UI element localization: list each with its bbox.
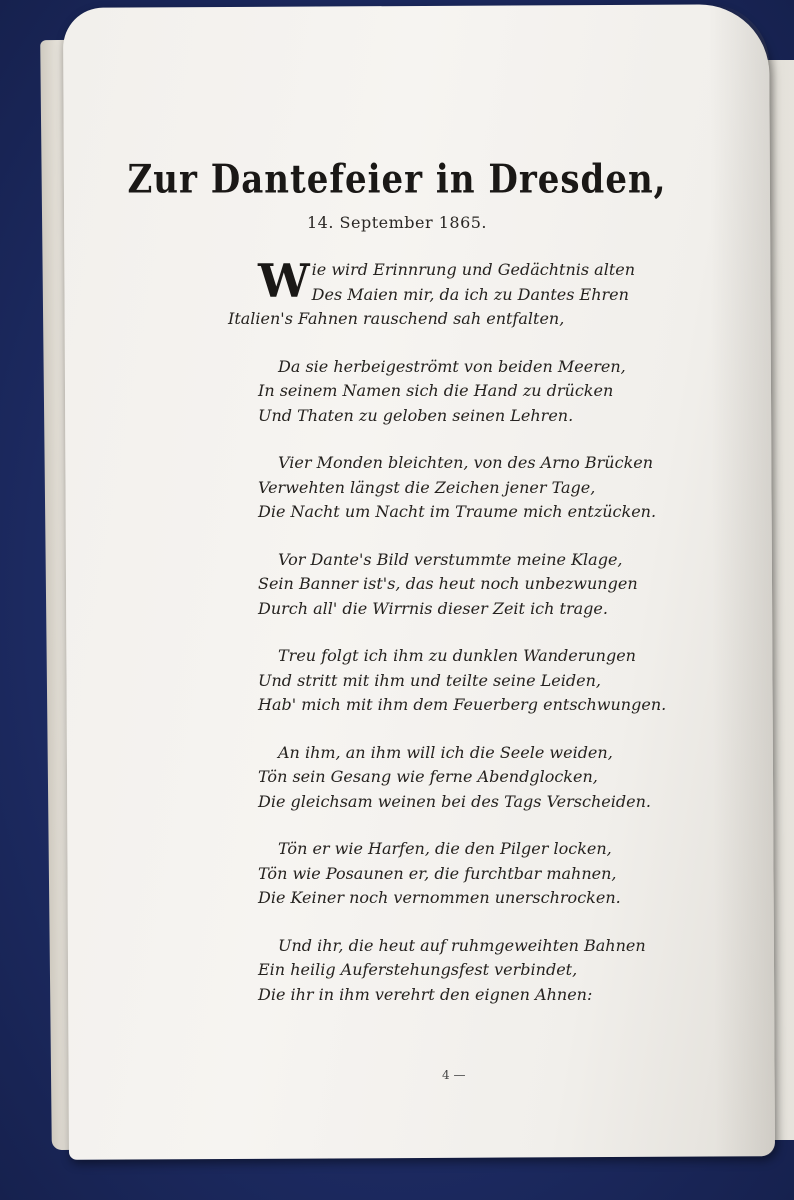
- drop-cap: W: [258, 254, 310, 308]
- poem-line: Ein heilig Auferstehungsfest verbindet,: [258, 960, 578, 979]
- poem-line: Die gleichsam weinen bei des Tags Verscheiden.: [258, 791, 651, 811]
- page-number: 4 —: [442, 1068, 466, 1082]
- poem-line: Hab' mich mit ihm dem Feuerberg entschwungen.: [258, 695, 667, 714]
- poem-line: Und stritt mit ihm und teilte seine Leiden,: [258, 670, 601, 690]
- poem-line: Und ihr, die heut auf ruhmgeweihten Bahnen: [278, 935, 646, 955]
- poem-line: Verwehten längst die Zeichen jener Tage,: [258, 477, 596, 497]
- poem-line: Des Maien mir, da ich zu Dantes Ehren: [311, 284, 629, 304]
- poem-line: Vor Dante's Bild verstummte meine Klage,: [278, 549, 623, 569]
- poem-line: Tön wie Posaunen er, die furchtbar mahnen,: [258, 863, 617, 883]
- stanza: [258, 548, 698, 622]
- poem-line: Italien's Fahnen rauschend sah entfalten,: [228, 309, 565, 328]
- poem-line: Tön sein Gesang wie ferne Abendglocken,: [258, 767, 598, 786]
- poem-body: [228, 254, 698, 1030]
- poem-line: ie wird Erinnrung und Gedächtnis alten: [311, 260, 636, 279]
- poem-line: Die ihr in ihm verehrt den eignen Ahnen:: [258, 984, 593, 1004]
- poem-line: Vier Monden bleichten, von des Arno Brücken: [278, 453, 654, 472]
- stanza: [258, 355, 698, 429]
- poem-line: Durch all' die Wirrnis dieser Zeit ich trage.: [258, 598, 608, 618]
- poem-line: Sein Banner ist's, das heut noch unbezwungen: [258, 574, 638, 593]
- poem-line: An ihm, an ihm will ich die Seele weiden,: [278, 742, 613, 762]
- stanza: [258, 451, 698, 525]
- stanza: [258, 741, 698, 815]
- poem-line: In seinem Namen sich die Hand zu drücken: [258, 381, 614, 400]
- poem-title: Zur Dantefeier in Dresden,: [127, 157, 667, 203]
- stanza: [258, 644, 698, 718]
- poem-line: Tön er wie Harfen, die den Pilger locken,: [278, 839, 612, 858]
- poem-line: Treu folgt ich ihm zu dunklen Wanderungen: [278, 646, 636, 665]
- stanza: [258, 934, 698, 1008]
- poem-line: Die Nacht um Nacht im Traume mich entzücken.: [258, 502, 657, 521]
- stanza: [228, 254, 698, 332]
- poem-line: Die Keiner noch vernommen unerschrocken.: [258, 888, 621, 907]
- stanza: [258, 837, 698, 911]
- poem-line: Da sie herbeigeströmt von beiden Meeren,: [278, 356, 626, 376]
- poem-line: Und Thaten zu geloben seinen Lehren.: [258, 405, 574, 425]
- poem-date: 14. September 1865.: [306, 213, 488, 232]
